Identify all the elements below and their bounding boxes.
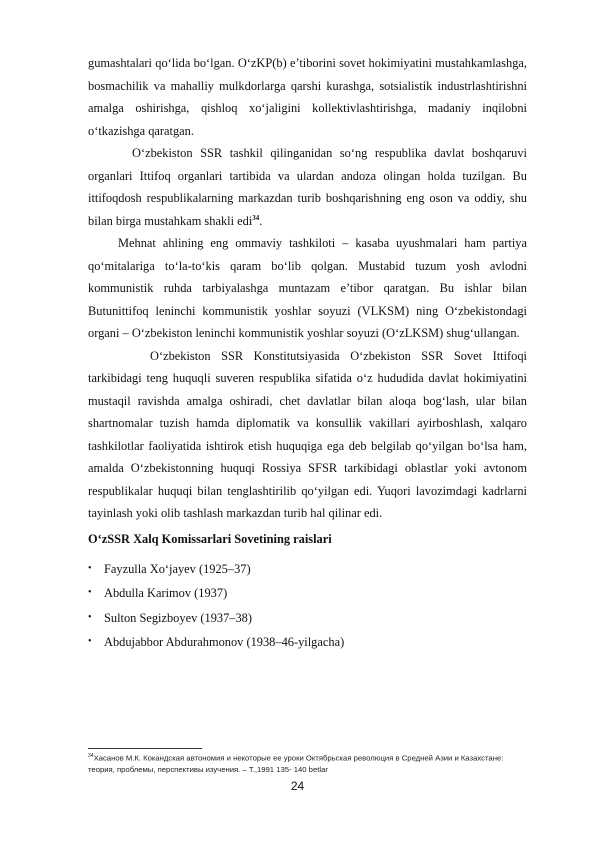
paragraph-2-text: O‘zbekiston SSR tashkil qilinganidan so‘ng respublika davlat boshqaruvi organlari Ittifoq organlari tartibida va ulardan andoza olingan holda tuzilgan. Bu ittifoqdosh respublikalarning markazdan turib boshqarishning eng oson va oddiy, shu bilan birga mustahkam shakli edi (88, 146, 527, 228)
list-item-text: Fayzulla Xo‘jayev (1925–37) (104, 561, 251, 576)
list-item-text: Abdujabbor Abdurahmonov (1938–46-yilgacha) (104, 635, 345, 649)
list-item (88, 557, 527, 582)
chairmen-list (88, 557, 527, 655)
bullet-icon: • (88, 611, 92, 623)
paragraph-4: O‘zbekiston SSR Konstitutsiyasida O‘zbekiston SSR Sovet Ittifoqi tarkibidagi teng huquqli suveren respublika sifatida o‘z hududida davlat hokimiyatini mustaqil ravishda amalga oshiradi, chet davlatlar bilan aloqa bog‘lash, ular bilan shartnomalar tuzish hamda diplomatik va konsullik vakillari ayirboshlash, xalqaro tashkilotlar faoliyatida ishtirok etish huquqiga ega deb belgilab qo‘yilgan bo‘lsa ham, amalda O‘zbekistonning huquqi Rossiya SFSR tarkibidagi oblastlar yoki avtonom respublikalar huquqi bilan tenglashtirilib qo‘yilgan edi. Yuqori lavozimdagi kadrlarni tayinlash yoki olib tashlash markazdan turib hal qilinar edi. (88, 348, 527, 520)
page-body (88, 52, 527, 655)
bullet-icon: • (88, 587, 92, 598)
footnote-text: Хасанов М.К. Кокандская автономия и некоторые ее уроки Октябрьская революция в Средней Азии и Казахстане: теория, проблемы, перспективы изучения. – Т.,1991 135- 140 betlar (88, 753, 504, 774)
list-item-text: Sulton Segizboyev (1937–38) (104, 610, 252, 625)
footnote (88, 751, 528, 775)
paragraph-3: Mehnat ahlining eng ommaviy tashkiloti – kasaba uyushmalari ham partiya qo‘mitalariga to‘la-to‘kis qaram bo‘lib qolgan. Mustabid tuzum yosh avlodni kommunistik ruhda tarbiyalashga muntazam e’tibor qaratgan. Bu ishlar bilan Butunittifoq leninchi kommunistik yoshlar soyuzi (VLKSM) ning O‘zbekistondagi organi – O‘zbekiston leninchi kommunistik yoshlar soyuzi (O‘zLKSM) shug‘ullangan. (88, 236, 527, 340)
paragraph-2 (88, 142, 527, 232)
bullet-icon: • (88, 562, 92, 574)
footnote-number: 34 (88, 753, 94, 759)
list-item-text: Abdulla Karimov (1937) (104, 586, 228, 600)
bullet-icon: • (88, 636, 92, 647)
list-item (88, 581, 527, 606)
footnote-separator (88, 748, 202, 749)
list-item (88, 606, 527, 631)
page-number: 24 (290, 779, 305, 793)
paragraph-2-end: . (259, 213, 263, 228)
paragraph-1: gumashtalari qo‘lida bo‘lgan. O‘zKP(b) e’tiborini sovet hokimiyatini mustahkamlashga, bosmachilik va mahalliy mulkdorlarga qarshi kurashga, sotsialistik industrlashtirishni amalga oshirishga, qishloq xo‘jaligini kollektivlashtirishga, madaniy inqilobni o‘tkazishga qaratgan. (88, 56, 527, 138)
footnote-ref[interactable]: 34 (252, 213, 260, 222)
list-item (88, 630, 527, 655)
section-heading: O‘zSSR Xalq Komissarlari Sovetining raislari (88, 531, 332, 546)
